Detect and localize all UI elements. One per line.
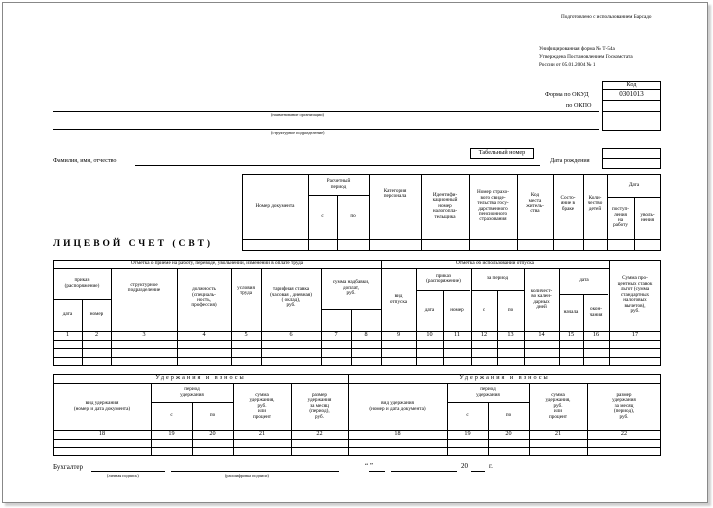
col-number: 7 bbox=[334, 331, 338, 339]
vacation-type-header: вид отпуска bbox=[389, 293, 408, 305]
ded-col-number: 21 bbox=[258, 430, 266, 438]
vac-number-header: номер bbox=[450, 306, 464, 313]
tab-number-label: Табельный номер bbox=[478, 149, 526, 157]
col-number: 4 bbox=[202, 331, 206, 339]
okpo-label: по ОКПО bbox=[566, 102, 592, 109]
rate-header: тарифная ставка (часовая , дневная) ( оклад), руб. bbox=[270, 286, 312, 309]
ded-type-header-2: вид удержания (номер и дата документа) bbox=[369, 400, 426, 412]
signature-caption: (личная подпись) bbox=[107, 473, 139, 478]
fio-label: Фамилия, имя, отчество bbox=[53, 157, 117, 164]
division-caption: (структурное подразделение) bbox=[271, 130, 325, 135]
prepared-note: Подготовлено с использованием Барсадо bbox=[561, 14, 652, 20]
form-line-3: России от 05.01.2004 № 1 bbox=[539, 62, 596, 68]
date-header: Дата bbox=[628, 181, 640, 188]
ded-amount-header-2: сумма удержания, руб. или процент bbox=[545, 391, 571, 420]
col-number: 5 bbox=[244, 331, 248, 339]
ded-from-header-2: с bbox=[466, 412, 469, 419]
doc-number-header: Номер документа bbox=[255, 202, 295, 209]
period-to-header: по bbox=[507, 306, 514, 313]
period-from-header: с bbox=[482, 306, 486, 313]
year-suffix: г. bbox=[489, 462, 493, 470]
hire-group-header: Отметка о приеме на работу, переводе, увольнении, изменении в оплате труда bbox=[130, 260, 304, 267]
col-number: 6 bbox=[289, 331, 293, 339]
ded-period-header: период удержания bbox=[180, 386, 204, 398]
ded-monthly-header: размер удержания за месяц (период), руб. bbox=[307, 391, 332, 420]
residence-header: Код места житель- ства bbox=[526, 192, 544, 215]
dismiss-date-header: уволь- нения bbox=[640, 211, 655, 223]
position-header: должность (специаль- ность, профессия) bbox=[191, 286, 217, 309]
inn-header: Идентифи- кационный номер налогопла- тельщика bbox=[432, 191, 458, 220]
conditions-header: условия труда bbox=[237, 284, 255, 296]
col-number: 16 bbox=[592, 331, 600, 339]
okud-value: 0301013 bbox=[619, 89, 644, 98]
page-title: ЛИЦЕВОЙ СЧЕТ (СВТ) bbox=[53, 239, 214, 249]
vac-date-header: дата bbox=[424, 306, 435, 313]
ded-from-header: с bbox=[170, 412, 173, 419]
ded-col-number: 20 bbox=[505, 430, 512, 438]
days-header: количест- во кален- дарных дней bbox=[530, 287, 553, 310]
col-number: 11 bbox=[454, 331, 460, 339]
division-header: структурное подразделение bbox=[127, 281, 161, 293]
form-sheet bbox=[2, 2, 708, 503]
col-number: 9 bbox=[396, 331, 401, 339]
year-prefix: 20 bbox=[461, 462, 468, 470]
accountant-label: Бухгалтер bbox=[53, 463, 84, 471]
ded-type-header: вид удержания (номер и дата документа) bbox=[73, 400, 131, 412]
ded-col-number: 18 bbox=[394, 430, 401, 438]
ded-col-number: 22 bbox=[316, 430, 323, 438]
org-line bbox=[53, 111, 599, 112]
code-label: Код bbox=[626, 80, 637, 88]
vacation-group-header: Отметка об использовании отпуска bbox=[456, 260, 534, 267]
day-line bbox=[369, 471, 385, 472]
ded-col-number: 18 bbox=[98, 430, 106, 438]
ded-amount-header: сумма удержания, руб. или процент bbox=[249, 391, 275, 420]
org-caption: (наименование организации) bbox=[271, 112, 324, 117]
deductions-title-left: Удержания и взносы bbox=[155, 374, 246, 382]
division-line bbox=[53, 129, 599, 130]
period-to: по bbox=[350, 213, 356, 220]
col-number: 3 bbox=[142, 331, 146, 339]
order-number-header: номер bbox=[89, 311, 104, 318]
order-date-header: дата bbox=[62, 311, 73, 318]
birth-label: Дата рождения bbox=[550, 157, 590, 164]
for-period-header: за период bbox=[486, 275, 509, 282]
children-header: Коли- чество детей bbox=[587, 194, 603, 212]
period-from: с bbox=[321, 213, 324, 220]
ded-col-number: 21 bbox=[554, 430, 562, 438]
col-number: 17 bbox=[631, 331, 639, 339]
deductions-title-right: Удержания и взносы bbox=[459, 374, 550, 382]
decode-line bbox=[171, 471, 339, 472]
insurance-header: Номер страхо- вого свиде- тельства госу- дарственного пенсионного страхования bbox=[477, 189, 509, 223]
col-number: 8 bbox=[364, 331, 368, 339]
category-header: Категория персонала bbox=[383, 187, 407, 199]
col-number: 15 bbox=[567, 331, 575, 339]
avg-header: Сумма про- центных ставок льгот (сумма стандартных налоговых вычетов), руб. bbox=[617, 275, 653, 315]
ded-to-header-2: по bbox=[505, 412, 512, 419]
ded-col-number: 19 bbox=[168, 430, 175, 438]
ded-to-header: по bbox=[209, 412, 216, 419]
hire-date-header: поступ- ления на работу bbox=[611, 206, 630, 229]
col-number: 14 bbox=[538, 331, 545, 339]
month-line bbox=[391, 471, 457, 472]
form-line-1: Унифицированная форма № Т-54а bbox=[539, 46, 615, 52]
col-number: 12 bbox=[480, 331, 488, 339]
period-header: Расчетный период bbox=[326, 178, 351, 190]
vac-dates-header: дата bbox=[579, 277, 589, 284]
form-line-2: Утверждена Постановлением Госкомстата bbox=[539, 54, 633, 60]
year-line bbox=[471, 471, 485, 472]
ded-col-number: 19 bbox=[464, 430, 471, 438]
order-header: приказ (распоряжение) bbox=[64, 277, 100, 289]
fio-line bbox=[135, 165, 540, 166]
decode-caption: (расшифровка подписи) bbox=[225, 473, 269, 478]
col-number: 1 bbox=[65, 331, 70, 339]
marriage-header: Состо- яние в браке bbox=[560, 194, 576, 212]
date-quote: “ ” bbox=[365, 462, 373, 470]
ded-monthly-header-2: размер удержания за месяц (период), руб. bbox=[612, 391, 636, 420]
okud-label: Форма по ОКУД bbox=[545, 91, 589, 98]
allowance-header: сумма надбавки, доплат, руб. bbox=[332, 279, 370, 297]
ded-col-number: 20 bbox=[209, 430, 216, 438]
ded-col-number: 22 bbox=[620, 430, 628, 438]
col-number: 13 bbox=[507, 331, 514, 339]
signature-line bbox=[91, 471, 165, 472]
col-number: 10 bbox=[426, 331, 433, 339]
vac-order-header: приказ (распоряжение) bbox=[426, 272, 461, 284]
ded-period-header-2: период удержания bbox=[476, 386, 500, 398]
col-number: 2 bbox=[94, 331, 99, 339]
start-header: начала bbox=[563, 308, 579, 315]
end-header: окон- чания bbox=[589, 306, 603, 318]
